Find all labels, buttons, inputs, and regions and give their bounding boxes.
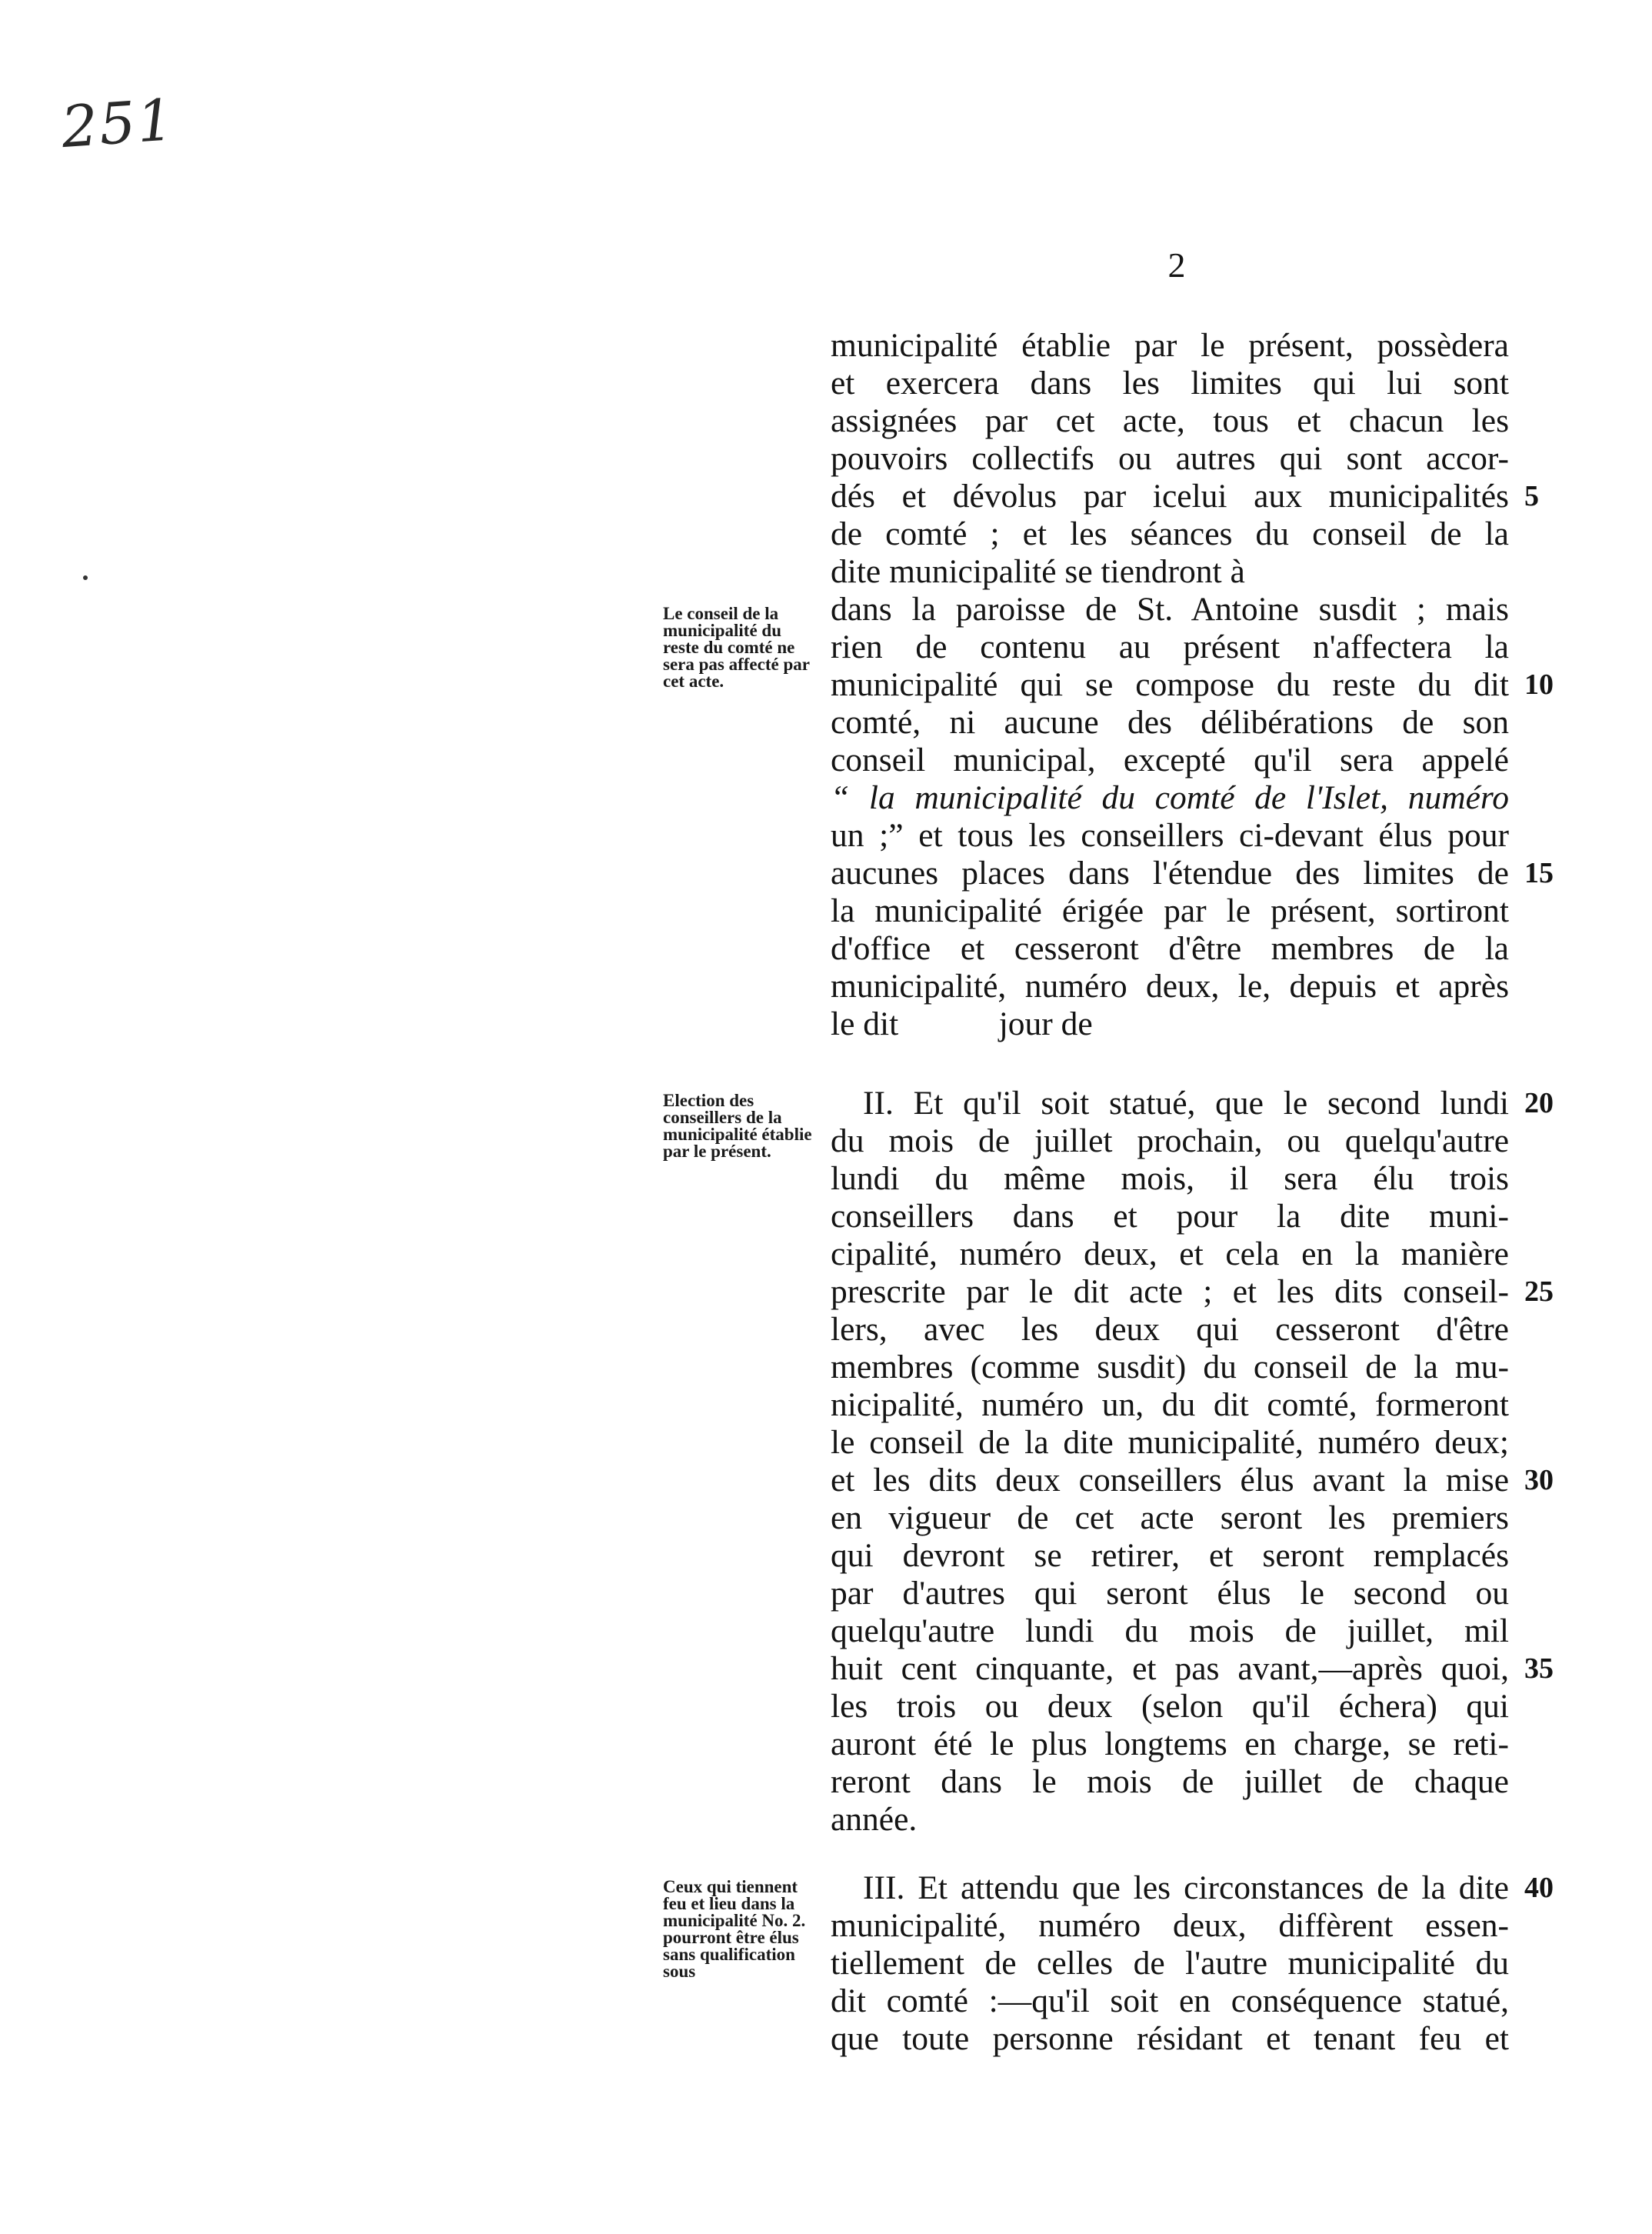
paragraph-2 (831, 1085, 1509, 1839)
text-line: prescrite par le dit acte ; et les dits conseil- (831, 1273, 1509, 1310)
text-line: dés et dévolus par icelui aux municipalités (831, 478, 1509, 515)
text-line: cipalité, numéro deux, et cela en la manière (831, 1235, 1509, 1272)
line-number: 35 (1524, 1652, 1554, 1685)
text-line: II. Et qu'il soit statué, que le second lundi (863, 1085, 1509, 1122)
line-number: 20 (1524, 1087, 1554, 1119)
text-line: le dit jour de (831, 1005, 1093, 1042)
text-line-italic: “ la municipalité du comté de l'Islet, numéro (831, 779, 1509, 816)
text-line: de comté ; et les séances du conseil de la (831, 515, 1509, 552)
paragraph-1 (831, 327, 1509, 1043)
text-line: d'office et cesseront d'être membres de la (831, 930, 1509, 967)
line-number: 30 (1524, 1464, 1554, 1496)
text-line: conseillers dans et pour la dite muni- (831, 1198, 1509, 1235)
ink-speck (83, 575, 88, 580)
text-line: tiellement de celles de l'autre municipalité du (831, 1945, 1509, 1982)
text-line: reront dans le mois de juillet de chaque (831, 1763, 1509, 1800)
text-line: la municipalité érigée par le présent, sortiront (831, 892, 1509, 929)
margin-note-2: Election des conseillers de la municipalité établie par le présent. (663, 1091, 812, 1161)
line-number: 15 (1524, 857, 1554, 889)
text-line: du mois de juillet prochain, ou quelqu'autre (831, 1122, 1509, 1159)
text-line: rien de contenu au présent n'affectera la (831, 629, 1509, 665)
text-line: assignées par cet acte, tous et chacun les (831, 402, 1509, 439)
text-line: lundi du même mois, il sera élu trois (831, 1160, 1509, 1197)
text-line: le conseil de la dite municipalité, numéro deux; (831, 1424, 1509, 1461)
line-number: 40 (1524, 1872, 1554, 1904)
text-line: III. Et attendu que les circonstances de la dite (863, 1869, 1509, 1906)
text-line: lers, avec les deux qui cesseront d'être (831, 1311, 1509, 1348)
margin-note-1: Le conseil de la municipalité du reste du comté ne sera pas affecté par cet acte. (663, 604, 810, 691)
text-line: quelqu'autre lundi du mois de juillet, mil (831, 1612, 1509, 1649)
text-line: dite municipalité se tiendront à (831, 553, 1245, 590)
line-number: 10 (1524, 669, 1554, 701)
text-line: municipalité établie par le présent, possèdera (831, 327, 1509, 364)
text-line: qui devront se retirer, et seront remplacés (831, 1537, 1509, 1574)
text-line: et les dits deux conseillers élus avant la mise (831, 1462, 1509, 1499)
text-line: membres (comme susdit) du conseil de la mu- (831, 1349, 1509, 1385)
text-line: municipalité, numéro deux, diffèrent essen- (831, 1907, 1509, 1944)
text-line: comté, ni aucune des délibérations de son (831, 704, 1509, 741)
text-line: pouvoirs collectifs ou autres qui sont accor- (831, 440, 1509, 477)
text-line: dit comté :—qu'il soit en conséquence statué, (831, 1982, 1509, 2019)
text-line: que toute personne résidant et tenant feu et (831, 2020, 1509, 2057)
handwritten-page-mark: 251 (59, 86, 178, 162)
text-line: et exercera dans les limites qui lui sont (831, 365, 1509, 402)
text-line: aucunes places dans l'étendue des limites de (831, 855, 1509, 892)
line-number: 25 (1524, 1275, 1554, 1308)
line-number: 5 (1524, 480, 1539, 512)
text-line: année. (831, 1801, 918, 1838)
text-line: nicipalité, numéro un, du dit comté, formeront (831, 1386, 1509, 1423)
margin-note-3: Ceux qui tiennent feu et lieu dans la municipalité No. 2. pourront être élus sans qualification sous (663, 1877, 806, 1981)
text-line: les trois ou deux (selon qu'il échera) qui (831, 1688, 1509, 1725)
text-line: par d'autres qui seront élus le second ou (831, 1575, 1509, 1612)
text-line: auront été le plus longtems en charge, se reti- (831, 1726, 1509, 1762)
text-line: municipalité, numéro deux, le, depuis et après (831, 968, 1509, 1005)
text-line: huit cent cinquante, et pas avant,—après quoi, (831, 1650, 1509, 1687)
text-line: municipalité qui se compose du reste du dit (831, 666, 1509, 703)
text-line: en vigueur de cet acte seront les premiers (831, 1499, 1509, 1536)
page-number: 2 (1167, 245, 1186, 285)
text-line: un ;” et tous les conseillers ci-devant élus pour (831, 817, 1509, 854)
text-line: dans la paroisse de St. Antoine susdit ; mais (831, 591, 1509, 628)
text-line: conseil municipal, excepté qu'il sera appelé (831, 742, 1509, 779)
paragraph-3 (831, 1869, 1509, 2058)
